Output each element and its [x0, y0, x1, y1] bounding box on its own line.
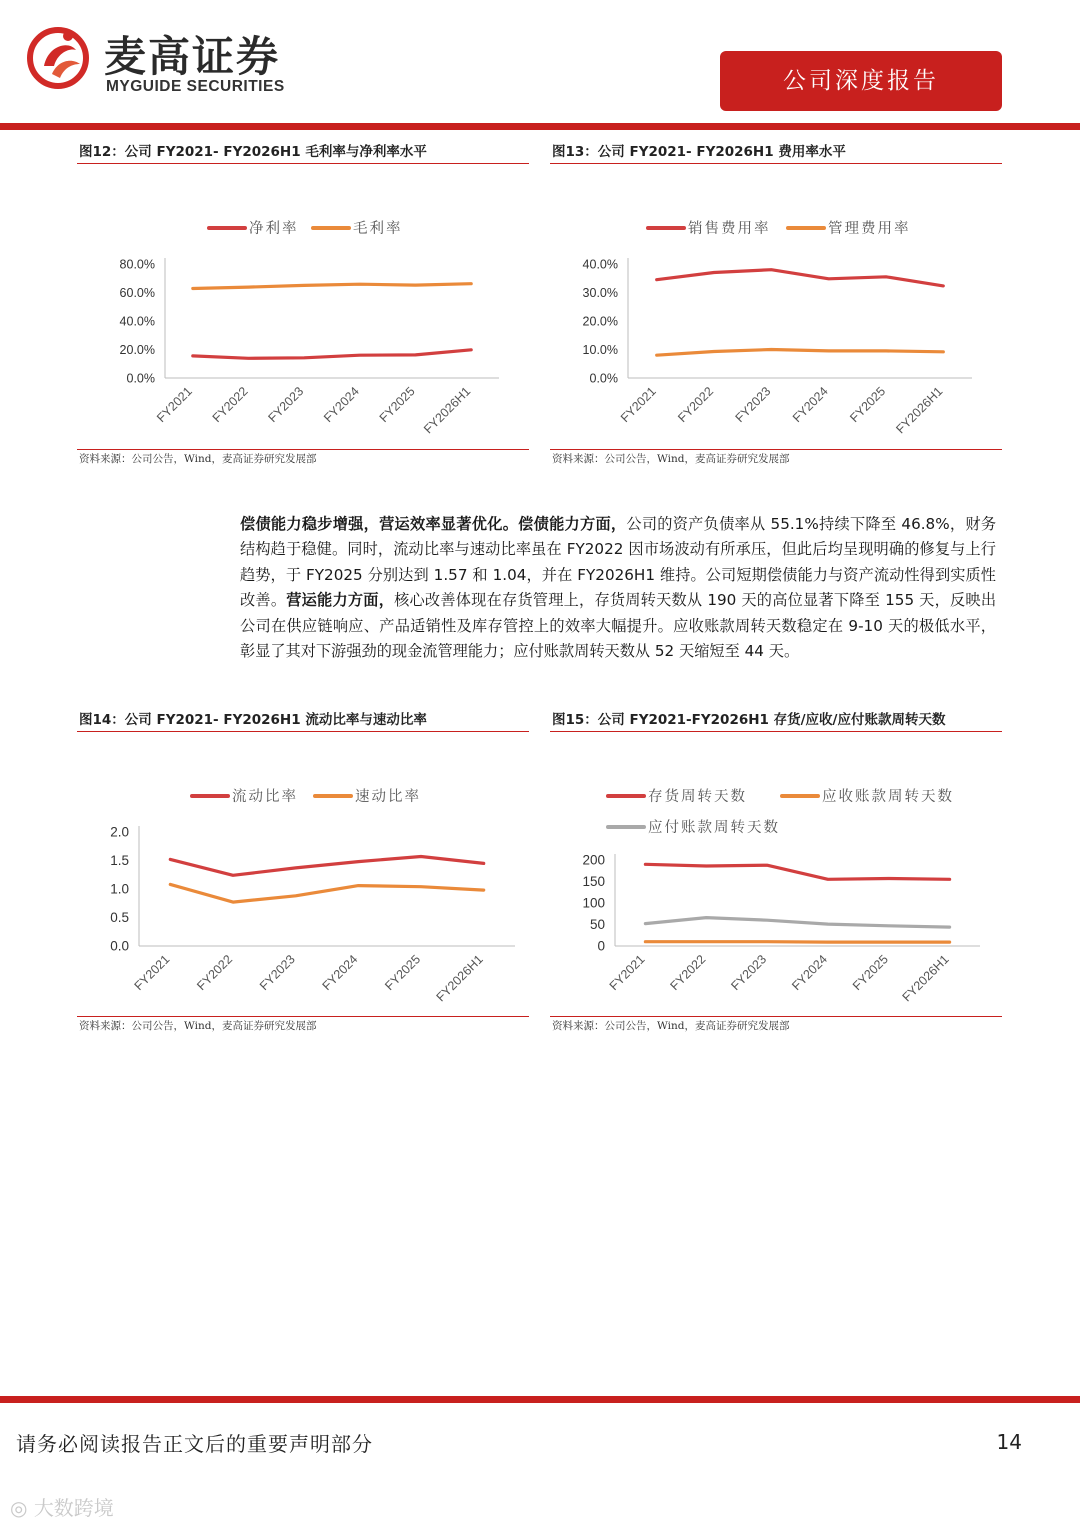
watermark: [10, 1492, 114, 1521]
chart-gross-net-margin: [77, 164, 529, 449]
figure-source: 资料来源：公司公告，Wind，麦高证券研究发展部: [79, 1020, 317, 1032]
figure-13: [550, 141, 1002, 468]
figure-14: [77, 709, 529, 1035]
y-tick-label: 150: [582, 874, 605, 889]
y-tick-label: 60.0%: [119, 286, 155, 300]
figure-source: 资料来源：公司公告，Wind，麦高证券研究发展部: [552, 453, 790, 465]
page-header: [0, 0, 1080, 130]
y-tick-label: 0.0%: [126, 371, 155, 386]
x-tick-label: FY2023: [265, 384, 307, 426]
series-line: [170, 884, 483, 902]
y-tick-label: 200: [582, 852, 605, 868]
y-tick-label: 30.0%: [582, 286, 618, 300]
y-tick-label: 80.0%: [119, 257, 155, 272]
legend-label: 速动比率: [355, 789, 421, 805]
x-tick-label: FY2025: [847, 384, 889, 426]
x-tick-label: FY2021: [131, 952, 173, 994]
figure-12: [77, 141, 529, 468]
x-tick-label: FY2022: [209, 384, 251, 426]
x-tick-label: FY2021: [154, 384, 195, 426]
series-line: [193, 350, 471, 359]
company-logo-icon: [24, 22, 92, 90]
header-divider: [0, 123, 1080, 130]
y-tick-label: 50: [589, 917, 605, 932]
y-tick-label: 2.0: [110, 824, 129, 840]
y-tick-label: 100: [582, 895, 605, 911]
series-line: [657, 270, 944, 286]
x-tick-label: FY2025: [382, 952, 424, 994]
x-tick-label: FY2021: [606, 952, 648, 994]
legend-label: 净利率: [249, 221, 299, 237]
legend-label: 存货周转天数: [648, 789, 747, 805]
y-tick-label: 0.0%: [589, 371, 618, 386]
figure-title: 图13：公司 FY2021- FY2026H1 费用率水平: [552, 144, 846, 160]
watermark-text: 大数跨境: [33, 1496, 114, 1520]
paragraph-text-solvency: 公司的资产负债率从 55.1%持续下降至 46.8%，财务结构趋于稳健。同时，流动比率与速动比率虽在 FY2022 因市场波动有所承压，但此后均呈现明确的修复与上行趋势，于 FY2025 分别达到 1.57 和 1.04，并在 FY2026H1 维持。公司短期偿债能力与资产流动性得到实质性改善。: [240, 515, 997, 610]
legend-label: 应收账款周转天数: [822, 789, 954, 805]
x-tick-label: FY2022: [194, 952, 236, 994]
x-tick-label: FY2025: [850, 952, 891, 994]
analysis-paragraph: [240, 512, 996, 664]
x-tick-label: FY2021: [617, 384, 659, 426]
series-line: [645, 918, 949, 928]
figure-title: 图14：公司 FY2021- FY2026H1 流动比率与速动比率: [79, 712, 427, 728]
y-tick-label: 40.0%: [119, 314, 155, 329]
chart-liquidity-ratios: [77, 732, 529, 1016]
paragraph-subheading-operations: 营运能力方面，: [286, 591, 395, 610]
y-tick-label: 1.0: [110, 881, 129, 897]
x-tick-label: FY2026H1: [899, 952, 952, 1005]
brand-name-cn: 麦高证券: [104, 32, 281, 81]
chart-turnover-days: [550, 732, 1002, 1016]
brand-name-en: MYGUIDE SECURITIES: [106, 78, 285, 95]
paragraph-text-operations: 核心改善体现在存货管理上，存货周转天数从 190 天的高位显著下降至 155 天，反映出公司在供应链响应、产品适销性及库存管控上的效率大幅提升。应收账款周转天数稳定在 9-10 天的极低水平，彰显了其对下游强劲的现金流管理能力；应付账款周转天数从 52 天缩短至 44 天。: [240, 591, 997, 661]
x-tick-label: FY2025: [376, 384, 418, 426]
legend-label: 管理费用率: [828, 221, 911, 237]
y-tick-label: 0.0: [110, 938, 129, 954]
x-tick-label: FY2024: [321, 384, 362, 426]
x-tick-label: FY2023: [732, 384, 774, 426]
legend-label: 流动比率: [232, 789, 298, 805]
figure-source: 资料来源：公司公告，Wind，麦高证券研究发展部: [552, 1020, 790, 1032]
page-number: 14: [996, 1430, 1022, 1454]
y-tick-label: 20.0%: [582, 314, 618, 329]
x-tick-label: FY2022: [675, 384, 717, 426]
legend-label: 应付账款周转天数: [648, 820, 780, 836]
figure-source: 资料来源：公司公告，Wind，麦高证券研究发展部: [79, 453, 317, 465]
x-tick-label: FY2024: [789, 952, 831, 994]
footer-disclaimer: 请务必阅读报告正文后的重要声明部分: [16, 1432, 373, 1456]
legend-label: 销售费用率: [688, 221, 771, 237]
series-line: [645, 864, 949, 879]
paragraph-heading: 偿债能力稳步增强，营运效率显著优化。: [240, 515, 519, 533]
y-tick-label: 40.0%: [582, 257, 618, 272]
footer-divider: [0, 1396, 1080, 1403]
series-line: [170, 857, 483, 876]
y-tick-label: 0.5: [110, 910, 129, 925]
watermark-logo-icon: ◎: [10, 1496, 34, 1520]
x-tick-label: FY2024: [789, 384, 831, 426]
x-tick-label: FY2023: [728, 952, 770, 994]
legend-label: 毛利率: [353, 221, 403, 237]
y-tick-label: 0: [597, 938, 605, 954]
x-tick-label: FY2026H1: [421, 384, 474, 437]
x-tick-label: FY2022: [667, 952, 709, 994]
series-line: [657, 350, 944, 356]
x-tick-label: FY2024: [319, 952, 361, 994]
report-type-badge: 公司深度报告: [720, 51, 1002, 111]
y-tick-label: 10.0%: [582, 343, 618, 357]
x-tick-label: FY2023: [256, 952, 298, 994]
series-line: [193, 284, 471, 289]
figure-title: 图12：公司 FY2021- FY2026H1 毛利率与净利率水平: [79, 144, 427, 160]
x-tick-label: FY2026H1: [433, 952, 486, 1005]
x-tick-label: FY2026H1: [893, 384, 946, 437]
figure-15: [550, 709, 1002, 1035]
y-tick-label: 1.5: [110, 853, 129, 868]
figure-title: 图15：公司 FY2021-FY2026H1 存货/应收/应付账款周转天数: [552, 712, 946, 728]
y-tick-label: 20.0%: [119, 343, 155, 357]
chart-expense-ratios: [550, 164, 1002, 449]
paragraph-subheading-solvency: 偿债能力方面，: [518, 515, 627, 533]
